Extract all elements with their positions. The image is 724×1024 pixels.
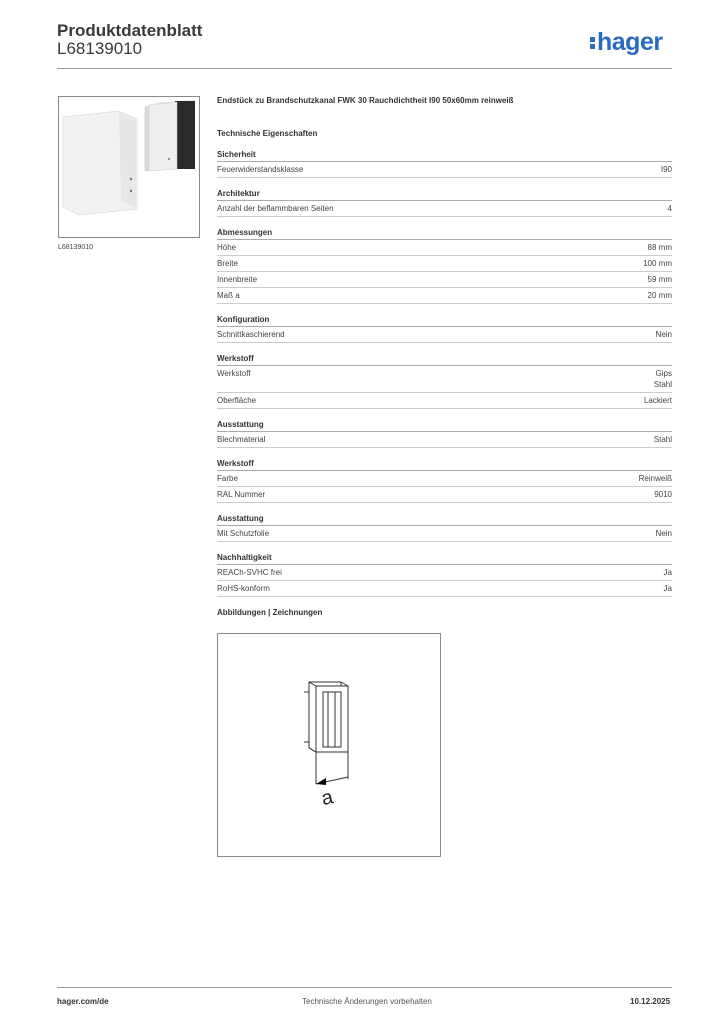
property-section (217, 514, 672, 542)
property-row (217, 272, 672, 288)
property-value-line: 4 (667, 204, 672, 213)
property-label: Anzahl der beflammbaren Seiten (217, 204, 334, 213)
property-section (217, 315, 672, 343)
property-value (656, 528, 672, 539)
property-label: Blechmaterial (217, 435, 266, 444)
property-value-line: Reinweiß (638, 474, 672, 483)
hager-logo: hager (590, 28, 663, 57)
property-value-line: Ja (663, 584, 672, 593)
property-label: Oberfläche (217, 396, 257, 405)
section-title: Werkstoff (217, 354, 672, 366)
property-section (217, 354, 672, 409)
property-row (217, 327, 672, 343)
property-row (217, 581, 672, 597)
property-value (654, 489, 672, 500)
section-title: Nachhaltigkeit (217, 553, 672, 565)
property-row (217, 240, 672, 256)
section-title: Ausstattung (217, 514, 672, 526)
image-caption: L68139010 (58, 244, 94, 251)
property-row (217, 393, 672, 409)
property-value-line: 100 mm (643, 259, 672, 268)
property-row (217, 565, 672, 581)
property-value-line: 9010 (654, 490, 672, 499)
property-label: Höhe (217, 243, 237, 252)
footer-notice: Technische Änderungen vorbehalten (302, 997, 432, 1006)
page-title: Produktdatenblatt (57, 21, 203, 40)
property-row (217, 256, 672, 272)
property-label: REACh-SVHC frei (217, 568, 282, 577)
property-value (648, 274, 672, 285)
section-title: Werkstoff (217, 459, 672, 471)
section-title: Architektur (217, 189, 672, 201)
article-number: L68139010 (57, 39, 143, 58)
property-section (217, 553, 672, 597)
footer-divider (57, 987, 672, 988)
properties-sections (217, 150, 672, 597)
property-label: RoHS-konform (217, 584, 270, 593)
property-value (648, 290, 672, 301)
property-label: Innenbreite (217, 275, 258, 284)
property-value (664, 583, 672, 594)
section-title: Abmessungen (217, 228, 672, 240)
property-row (217, 162, 672, 178)
property-section (217, 150, 672, 178)
property-value-line: Ja (663, 568, 672, 577)
footer-website: hager.com/de (57, 997, 109, 1006)
header-divider (57, 68, 672, 69)
property-value (639, 473, 672, 484)
property-label: Farbe (217, 474, 238, 483)
tech-properties-title: Technische Eigenschaften (217, 129, 318, 138)
figures-title: Abbildungen | Zeichnungen (217, 608, 323, 617)
property-value-line: 88 mm (647, 243, 672, 252)
property-label: Maß a (217, 291, 240, 300)
property-label: Schnittkaschierend (217, 330, 285, 339)
product-description: Endstück zu Brandschutzkanal FWK 30 Rauchdichtheit I90 50x60mm reinweiß (217, 96, 514, 105)
property-value-line: 20 mm (647, 291, 672, 300)
property-value-line: Stahl (653, 380, 672, 389)
property-section (217, 459, 672, 503)
property-row (217, 526, 672, 542)
property-value-line: Nein (655, 529, 672, 538)
property-row (217, 366, 672, 393)
section-title: Konfiguration (217, 315, 672, 327)
property-value (643, 258, 672, 269)
property-value (648, 242, 672, 253)
property-value (664, 567, 672, 578)
property-value (656, 329, 672, 340)
property-label: Mit Schutzfolie (217, 529, 270, 538)
property-value-line: Gips (655, 369, 672, 378)
footer-date: 10.12.2025 (630, 997, 671, 1006)
property-value (654, 434, 672, 445)
property-value (661, 164, 672, 175)
property-value-line: Nein (655, 330, 672, 339)
property-row (217, 432, 672, 448)
property-section (217, 228, 672, 304)
section-title: Ausstattung (217, 420, 672, 432)
property-value-line: I90 (660, 165, 672, 174)
property-value (654, 368, 672, 390)
property-label: Feuerwiderstandsklasse (217, 165, 304, 174)
property-row (217, 471, 672, 487)
dimension-label: a (319, 786, 336, 811)
property-value-line: Stahl (653, 435, 672, 444)
product-image (58, 96, 200, 238)
property-row (217, 201, 672, 217)
property-label: Werkstoff (217, 369, 251, 378)
property-label: RAL Nummer (217, 490, 266, 499)
properties-panel (217, 96, 672, 617)
technical-drawing (217, 633, 441, 857)
property-row (217, 487, 672, 503)
property-section (217, 189, 672, 217)
logo-dots-icon (590, 35, 595, 51)
property-value-line: 59 mm (647, 275, 672, 284)
property-value-line: Lackiert (643, 396, 672, 405)
property-row (217, 288, 672, 304)
property-label: Breite (217, 259, 238, 268)
section-title: Sicherheit (217, 150, 672, 162)
property-value (668, 203, 672, 214)
property-section (217, 420, 672, 448)
property-value (644, 395, 672, 406)
